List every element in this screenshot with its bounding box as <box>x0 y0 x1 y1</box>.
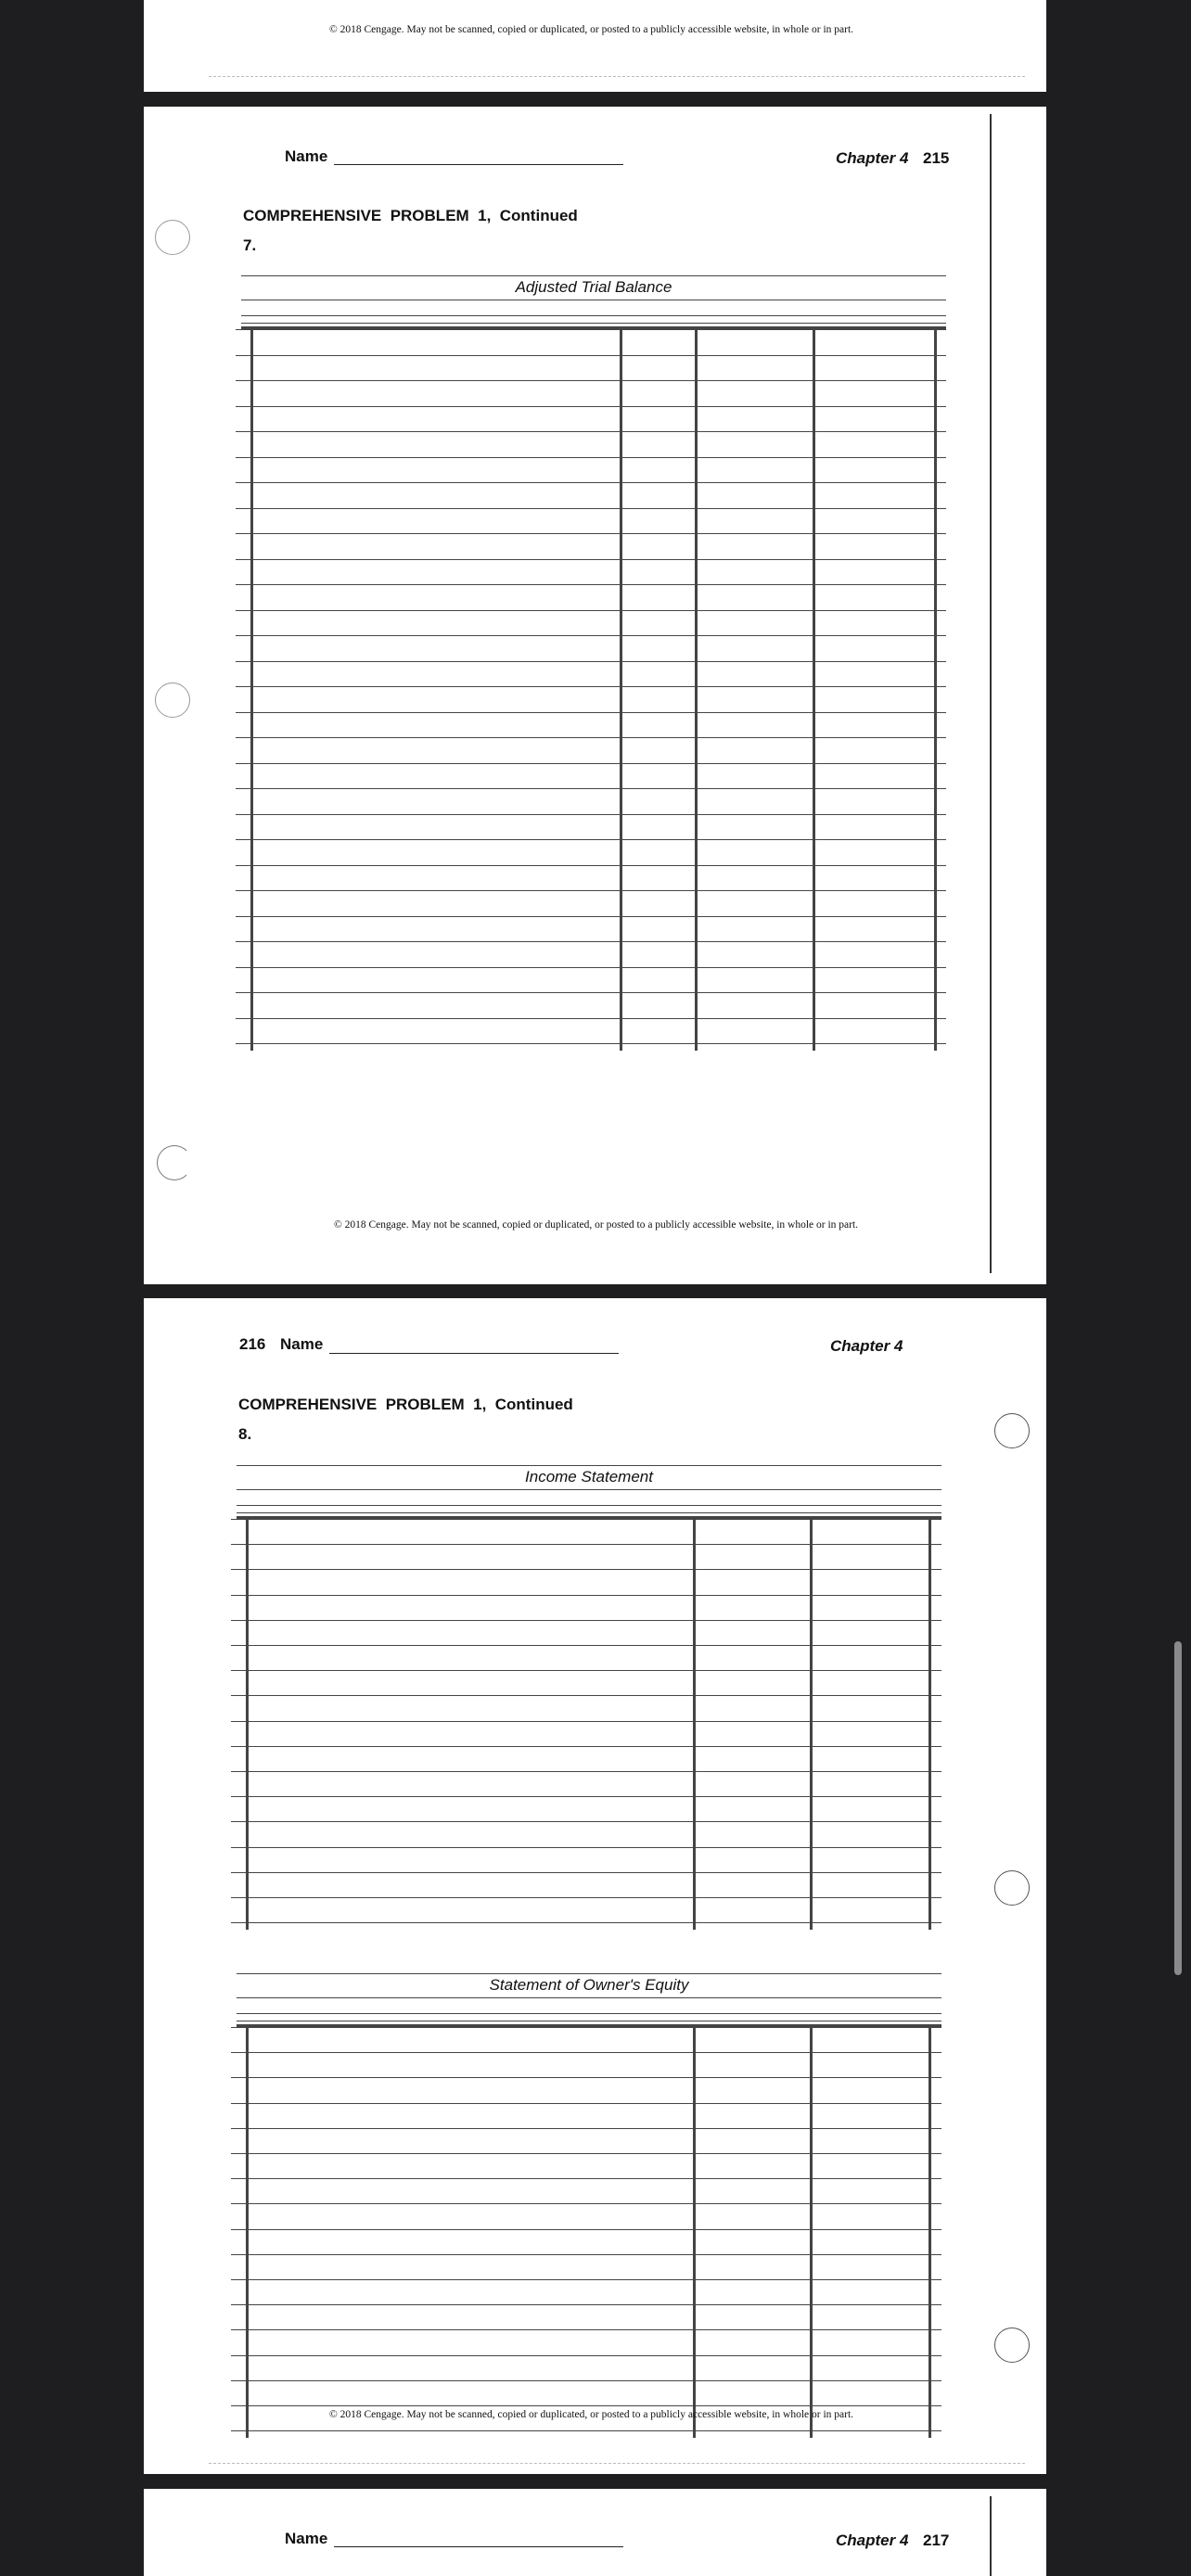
form-header-rule <box>237 1505 941 1506</box>
ledger-row-line <box>236 941 946 942</box>
adjusted-trial-balance-form <box>241 275 946 1158</box>
ledger-row-line <box>231 1922 941 1923</box>
ledger-row-line <box>231 2153 941 2154</box>
ledger-row-line <box>231 2229 941 2230</box>
ledger-row-line <box>231 2405 941 2406</box>
ledger-column-line <box>693 2027 696 2438</box>
ledger-row-line <box>231 2430 941 2431</box>
form-header-rule <box>237 2013 941 2014</box>
ledger-row-line <box>236 610 946 611</box>
scrollbar-thumb[interactable] <box>1174 1641 1182 1975</box>
page-214-bottom <box>144 0 1046 92</box>
ledger-row-line <box>236 865 946 866</box>
ledger-row-line <box>231 1721 941 1722</box>
chapter-label: Chapter 4 <box>830 1337 903 1355</box>
ledger-row-line <box>236 967 946 968</box>
punch-hole <box>994 1870 1030 1906</box>
ledger-row-line <box>236 686 946 687</box>
ledger-row-line <box>231 2279 941 2280</box>
ledger-row-line <box>231 1595 941 1596</box>
punch-hole <box>994 2327 1030 2363</box>
ledger-row-line <box>231 2103 941 2104</box>
ledger-row-line <box>231 1872 941 1873</box>
ledger-row-line <box>236 508 946 509</box>
ledger-row-line <box>231 2027 941 2028</box>
page-216 <box>144 1298 1046 2474</box>
ledger-row-line <box>236 457 946 458</box>
form-header-rule <box>237 1997 941 1998</box>
ledger-row-line <box>231 1771 941 1772</box>
form-title: Statement of Owner's Equity <box>489 1976 689 1994</box>
ledger-row-line <box>236 406 946 407</box>
ledger-row-line <box>236 329 946 330</box>
ledger-row-line <box>236 839 946 840</box>
form-header-rule <box>237 1973 941 1974</box>
ledger-column-line <box>813 329 815 1051</box>
ledger-column-line <box>928 1519 931 1930</box>
ledger-row-line <box>236 763 946 764</box>
page-binding-line <box>990 2496 992 2576</box>
chapter-label: Chapter 4 <box>836 149 909 167</box>
ledger-column-line <box>934 329 937 1051</box>
ledger-row-line <box>236 916 946 917</box>
chapter-label: Chapter 4 <box>836 2531 909 2549</box>
form-title: Adjusted Trial Balance <box>515 278 672 296</box>
form-header-rule <box>237 1465 941 1466</box>
ledger-row-line <box>231 1620 941 1621</box>
ledger-row-line <box>231 2380 941 2381</box>
problem-title: COMPREHENSIVE PROBLEM 1, Continued <box>238 1396 573 1413</box>
ledger-row-line <box>231 1519 941 1520</box>
name-line[interactable] <box>334 164 623 165</box>
ledger-row-line <box>231 2178 941 2179</box>
statement-of-owners-equity-form <box>237 1973 941 2442</box>
ledger-column-line <box>810 1519 813 1930</box>
ledger-row-line <box>236 992 946 993</box>
ledger-row-line <box>231 1746 941 1747</box>
income-statement-form <box>237 1465 941 1933</box>
punch-hole <box>994 1413 1030 1448</box>
name-line[interactable] <box>329 1353 619 1354</box>
name-label: Name <box>285 2530 328 2547</box>
ledger-column-line <box>250 329 253 1051</box>
name-label: Name <box>280 1335 324 1353</box>
ledger-column-line <box>693 1519 696 1930</box>
punch-hole <box>155 220 190 255</box>
ledger-row-line <box>231 2254 941 2255</box>
ledger-row-line <box>231 2329 941 2330</box>
ledger-row-line <box>231 1821 941 1822</box>
ledger-column-line <box>695 329 698 1051</box>
ledger-row-line <box>231 2355 941 2356</box>
ledger-row-line <box>236 380 946 381</box>
ledger-row-line <box>231 1695 941 1696</box>
problem-title: COMPREHENSIVE PROBLEM 1, Continued <box>243 207 578 224</box>
name-line[interactable] <box>334 2546 623 2547</box>
page-215 <box>144 107 1046 1284</box>
ledger-row-line <box>236 431 946 432</box>
ledger-row-line <box>231 2077 941 2078</box>
page-number: 215 <box>923 149 950 167</box>
form-header-rule <box>241 315 946 316</box>
ledger-row-line <box>236 788 946 789</box>
ledger-column-line <box>246 2027 249 2438</box>
ledger-column-line <box>928 2027 931 2438</box>
ledger-row-line <box>236 482 946 483</box>
ledger-row-line <box>231 2304 941 2305</box>
ledger-row-line <box>236 890 946 891</box>
page-number: 217 <box>923 2531 950 2549</box>
ledger-row-line <box>231 1544 941 1545</box>
ledger-row-line <box>236 584 946 585</box>
page-edge <box>209 2463 1025 2464</box>
page-number: 216 <box>239 1335 266 1353</box>
form-title: Income Statement <box>525 1468 653 1486</box>
ledger-row-line <box>236 1043 946 1044</box>
form-header-rule <box>241 323 946 324</box>
ledger-column-line <box>620 329 622 1051</box>
ledger-row-line <box>231 1645 941 1646</box>
page-edge <box>209 76 1025 77</box>
ledger-row-line <box>236 533 946 534</box>
ledger-column-line <box>810 2027 813 2438</box>
copyright-footer: © 2018 Cengage. May not be scanned, copied or duplicated, or posted to a publicly accessible website, in whole or in part. <box>329 24 854 35</box>
copyright-footer: © 2018 Cengage. May not be scanned, copied or duplicated, or posted to a publicly accessible website, in whole or in part. <box>334 1219 859 1231</box>
ledger-row-line <box>231 2128 941 2129</box>
form-header-rule <box>237 1489 941 1490</box>
form-header-rule <box>241 275 946 276</box>
ledger-row-line <box>236 559 946 560</box>
ledger-row-line <box>236 661 946 662</box>
punch-hole <box>157 1145 192 1180</box>
ledger-row-line <box>231 1569 941 1570</box>
ledger-row-line <box>231 2203 941 2204</box>
ledger-row-line <box>231 1897 941 1898</box>
ledger-row-line <box>231 1847 941 1848</box>
ledger-row-line <box>236 814 946 815</box>
ledger-row-line <box>231 1670 941 1671</box>
page-binding-line <box>990 114 992 1273</box>
ledger-column-line <box>246 1519 249 1930</box>
ledger-row-line <box>236 1018 946 1019</box>
ledger-row-line <box>236 635 946 636</box>
item-number: 8. <box>238 1425 252 1443</box>
copyright-footer: © 2018 Cengage. May not be scanned, copied or duplicated, or posted to a publicly accessible website, in whole or in part. <box>329 2409 854 2420</box>
ledger-row-line <box>236 737 946 738</box>
ledger-row-line <box>236 712 946 713</box>
item-number: 7. <box>243 236 257 254</box>
page-217 <box>144 2489 1046 2576</box>
name-label: Name <box>285 147 328 165</box>
ledger-row-line <box>231 1796 941 1797</box>
punch-hole <box>155 682 190 718</box>
form-header-rule <box>237 1512 941 1513</box>
ledger-row-line <box>236 355 946 356</box>
ledger-row-line <box>231 2052 941 2053</box>
